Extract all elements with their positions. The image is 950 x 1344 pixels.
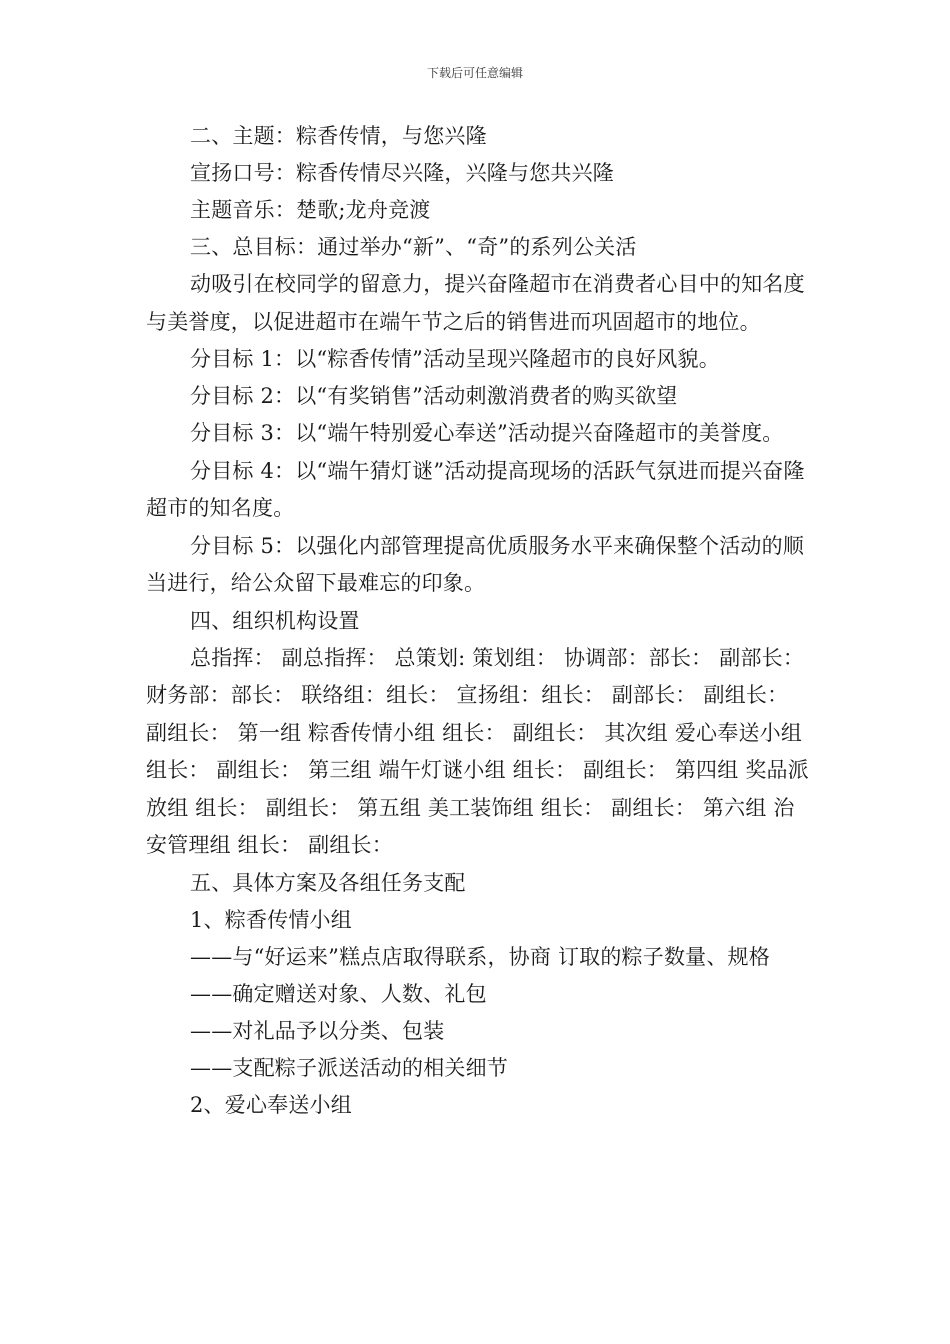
paragraph-organization-heading: 四、组织机构设置 [190,608,360,633]
paragraph-overall-goal-heading: 三、总目标：通过举办“新”、“奇”的系列公关活 [190,235,637,259]
paragraph-group-1-task-3: ——对礼品予以分类、包装 [190,1019,445,1043]
paragraph-overall-goal-body: 动吸引在校同学的留意力，提兴奋隆超市在消费者心目中的知名度与美誉度，以促进超市在端午节之后的销售进而巩固超市的地位。 [146,272,805,334]
paragraph-group-1-task-4: ——支配粽子派送活动的相关细节 [190,1056,508,1080]
document-body [146,118,812,1124]
paragraph-theme: 二、主题：粽香传情，与您兴隆 [190,124,487,148]
paragraph-sub-goal-4: 分目标 4：以“端午猜灯谜”活动提高现场的活跃气氛进而提兴奋隆超市的知名度。 [146,458,805,520]
paragraph-sub-goal-1: 分目标 1：以“粽香传情”活动呈现兴隆超市的良好风貌。 [190,347,720,371]
paragraph-plan-heading: 五、具体方案及各组任务支配 [190,870,466,895]
paragraph-organization-roles: 总指挥： 副总指挥： 总策划: 策划组： 协调部：部长： 副部长： 财务部：部长： 联络组：组长： 宣扬组：组长： 副部长： 副组长： 副组长： 第一组 粽香传情小组 组长： 副组长： 其次组 爱心奉送小组 组长： 副组长： 第三组 端午灯谜小组 组长： 副组长： 第四组 奖品派放组 组长： 副组长： 第五组 美工装饰组 组长： 副组长： 第六组 治安管理组 组长： 副组长： [146,645,809,857]
paragraph-sub-goal-3: 分目标 3：以“端午特别爱心奉送”活动提兴奋隆超市的美誉度。 [190,421,784,445]
paragraph-slogan: 宣扬口号：粽香传情尽兴隆，兴隆与您共兴隆 [190,161,614,185]
paragraph-sub-goal-2: 分目标 2：以“有奖销售”活动刺激消费者的购买欲望 [190,384,678,408]
paragraph-group-1-heading: 1、粽香传情小组 [190,907,352,932]
paragraph-theme-music: 主题音乐：楚歌;龙舟竞渡 [190,198,431,222]
paragraph-group-1-task-1: ——与“好运来”糕点店取得联系，协商 订取的粽子数量、规格 [190,944,770,969]
paragraph-group-2-heading: 2、爱心奉送小组 [190,1093,352,1117]
paragraph-group-1-task-2: ——确定赠送对象、人数、礼包 [190,982,487,1006]
paragraph-sub-goal-5: 分目标 5：以强化内部管理提高优质服务水平来确保整个活动的顺当进行，给公众留下最难忘的印象。 [146,533,805,595]
page-header-note: 下载后可任意编辑 [426,66,523,80]
